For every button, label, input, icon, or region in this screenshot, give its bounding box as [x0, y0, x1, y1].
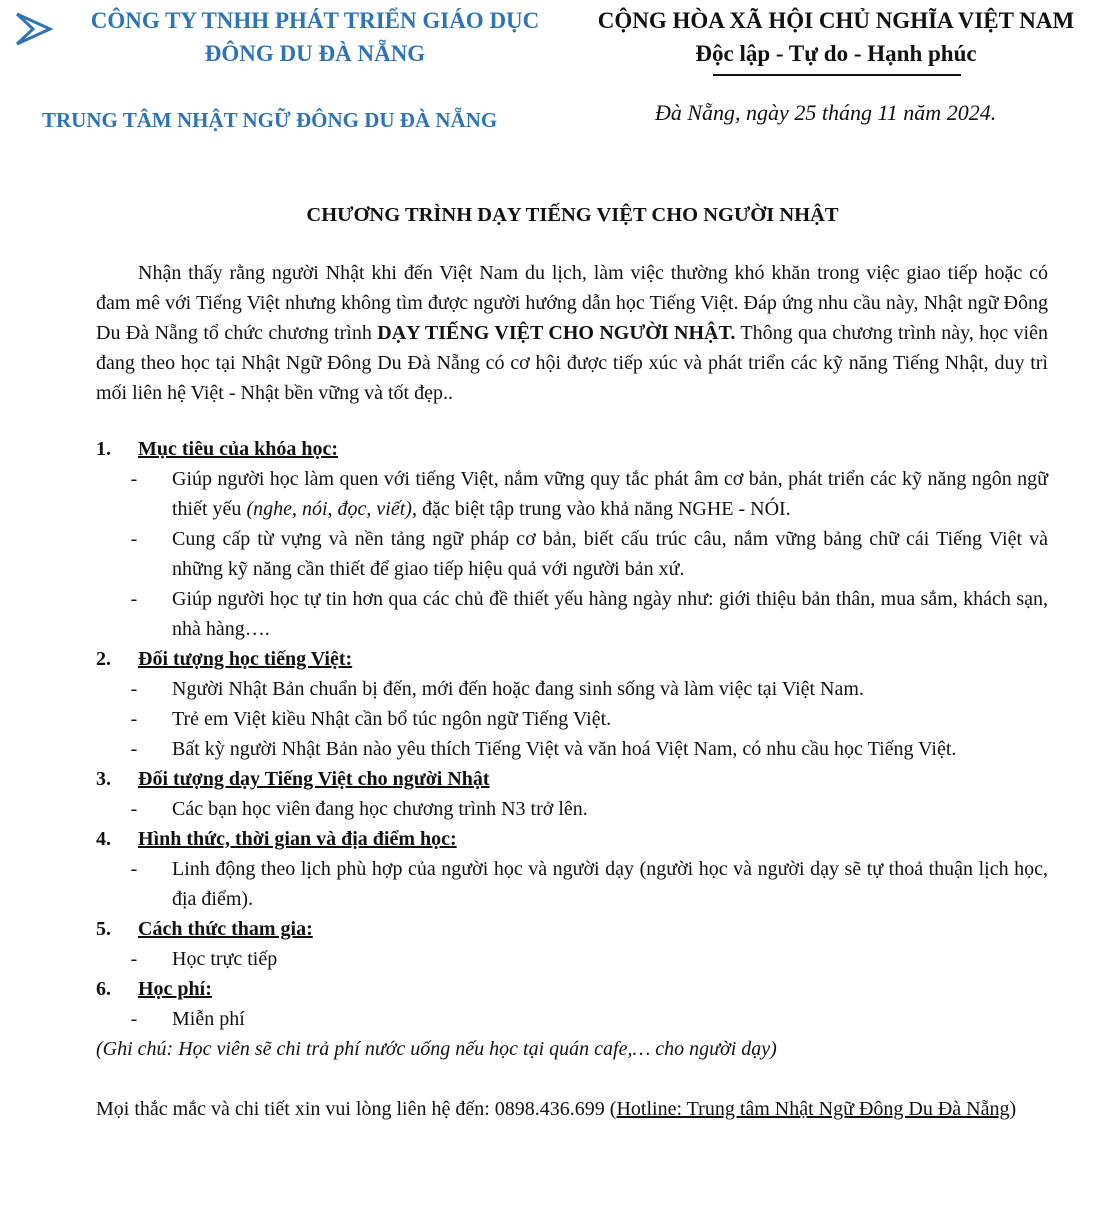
bullet-dash: - [130, 738, 138, 760]
section-number: 3. [96, 768, 111, 790]
bullet-text: Người Nhật Bản chuẩn bị đến, mới đến hoặc đang sinh sống và làm việc tại Việt Nam. [172, 678, 864, 700]
sections-list [96, 434, 1048, 1124]
bullet-text: Học trực tiếp [172, 948, 278, 970]
skills-italic: (nghe, nói, đọc, viết) [246, 498, 412, 520]
section-heading [96, 434, 1048, 464]
section-title: Học phí: [138, 978, 212, 1000]
section-participation [96, 914, 1048, 974]
list-item [96, 854, 1048, 914]
list-item [96, 704, 1048, 734]
intro-text-1: Nhận thấy rằng người Nhật khi đến Việt Nam du lịch, làm việc thường khó khăn trong việc giao tiếp hoặc có đam mê với Tiếng Việt nhưng không tìm được người hướng dẫn học Tiếng Việt. Đáp ứng nhu cầu này, Nhật ngữ Đông Du Đà Nẵng tổ chức chương trình [96, 262, 1048, 344]
bullet-dash: - [130, 678, 138, 700]
section-title: Đối tượng học tiếng Việt: [138, 648, 353, 670]
section-heading [96, 914, 1048, 944]
bullet-text: Linh động theo lịch phù hợp của người học và người dạy (người học và người dạy sẽ tự thoả thuận lịch học, địa điểm). [172, 858, 1048, 910]
motto-underline [713, 74, 961, 76]
list-item [96, 464, 1048, 524]
contact-text: Mọi thắc mắc và chi tiết xin vui lòng liên hệ đến: 0898.436.699 ( [96, 1098, 617, 1120]
bullet-text: Các bạn học viên đang học chương trình N3 trở lên. [172, 798, 588, 820]
section-number: 2. [96, 648, 111, 670]
list-item [96, 1004, 1048, 1034]
company-name-line2: ĐÔNG DU ĐÀ NẴNG [204, 41, 426, 66]
section-format [96, 824, 1048, 914]
motto: Độc lập - Tự do - Hạnh phúc [695, 41, 977, 66]
bullet-dash: - [130, 798, 138, 820]
nation-name: CỘNG HÒA XÃ HỘI CHỦ NGHĨA VIỆT NAM [597, 8, 1075, 33]
bullet-dash: - [130, 858, 138, 880]
document-title: CHƯƠNG TRÌNH DẠY TIẾNG VIỆT CHO NGƯỜI NHẬT [306, 204, 839, 226]
list-item [96, 584, 1048, 644]
section-title: Mục tiêu của khóa học: [138, 438, 338, 460]
national-motto [580, 4, 1092, 70]
bullet-dash: - [130, 948, 138, 970]
section-teachers [96, 764, 1048, 824]
bullet-text: Trẻ em Việt kiều Nhật cần bổ túc ngôn ngữ Tiếng Việt. [172, 708, 612, 730]
bullet-dash: - [130, 708, 138, 730]
section-number: 5. [96, 918, 111, 940]
list-item [96, 524, 1048, 584]
hotline-link: Hotline: Trung tâm Nhật Ngữ Đông Du Đà Nẵng [616, 1098, 1010, 1120]
bullet-text: Giúp người học tự tin hơn qua các chủ đề thiết yếu hàng ngày như: giới thiệu bản thân, mua sắm, khách sạn, nhà hàng…. [172, 588, 1048, 640]
section-number: 4. [96, 828, 111, 850]
intro-text-2: Thông qua chương trình này, học viên đang theo học tại Nhật Ngữ Đông Du Đà Nẵng có cơ hội được tiếp xúc và phát triển các kỹ năng Tiếng Nhật, duy trì mối liên hệ Việt - Nhật bền vững và tốt đẹp.. [96, 322, 1048, 404]
bullet-dash: - [130, 468, 138, 490]
contact-paragraph [96, 1094, 1048, 1124]
section-objectives [96, 434, 1048, 644]
contact-close: ) [1009, 1098, 1017, 1120]
section-title: Cách thức tham gia: [138, 918, 313, 940]
section-number: 6. [96, 978, 111, 1000]
section-heading [96, 824, 1048, 854]
bullet-text-part: Giúp người học làm quen với tiếng Việt, nắm vững quy tắc phát âm cơ bản, phát triển các kỹ năng ngôn ngữ thiết yếu [172, 468, 1048, 520]
company-name-line1: CÔNG TY TNHH PHÁT TRIỂN GIÁO DỤC [90, 8, 540, 33]
section-number: 1. [96, 438, 111, 460]
intro-program-name: DẠY TIẾNG VIỆT CHO NGƯỜI NHẬT. [377, 322, 736, 344]
section-title: Đối tượng dạy Tiếng Việt cho người Nhật [138, 768, 490, 790]
bullet-dash: - [130, 528, 138, 550]
section-heading [96, 644, 1048, 674]
section-learners [96, 644, 1048, 764]
list-item [96, 674, 1048, 704]
bullet-dash: - [130, 588, 138, 610]
bullet-text [172, 464, 1048, 524]
bullet-text-part: , đặc biệt tập trung vào khả năng NGHE - NÓI. [411, 498, 791, 520]
bullet-text: Cung cấp từ vựng và nền tảng ngữ pháp cơ bản, biết cấu trúc câu, nắm vững bảng chữ cái Tiếng Việt và những kỹ năng cần thiết để giao tiếp hiệu quả với người bản xứ. [172, 528, 1048, 580]
section-heading [96, 764, 1048, 794]
double-chevron-right-icon [14, 10, 54, 48]
intro-paragraph [96, 258, 1048, 408]
fee-note: (Ghi chú: Học viên sẽ chi trả phí nước uống nếu học tại quán cafe,… cho người dạy) [96, 1038, 777, 1060]
section-fee [96, 974, 1048, 1034]
list-item [96, 944, 1048, 974]
document-date: Đà Nẵng, ngày 25 tháng 11 năm 2024. [655, 100, 997, 125]
bullet-dash: - [130, 1008, 138, 1030]
bullet-text: Bất kỳ người Nhật Bản nào yêu thích Tiếng Việt và văn hoá Việt Nam, có nhu cầu học Tiếng Việt. [172, 738, 957, 760]
center-name: TRUNG TÂM NHẬT NGỮ ĐÔNG DU ĐÀ NẴNG [42, 108, 498, 132]
company-name [70, 4, 560, 70]
list-item [96, 734, 1048, 764]
section-title: Hình thức, thời gian và địa điểm học: [138, 828, 457, 850]
bullet-text: Miễn phí [172, 1008, 245, 1030]
section-heading [96, 974, 1048, 1004]
list-item [96, 794, 1048, 824]
